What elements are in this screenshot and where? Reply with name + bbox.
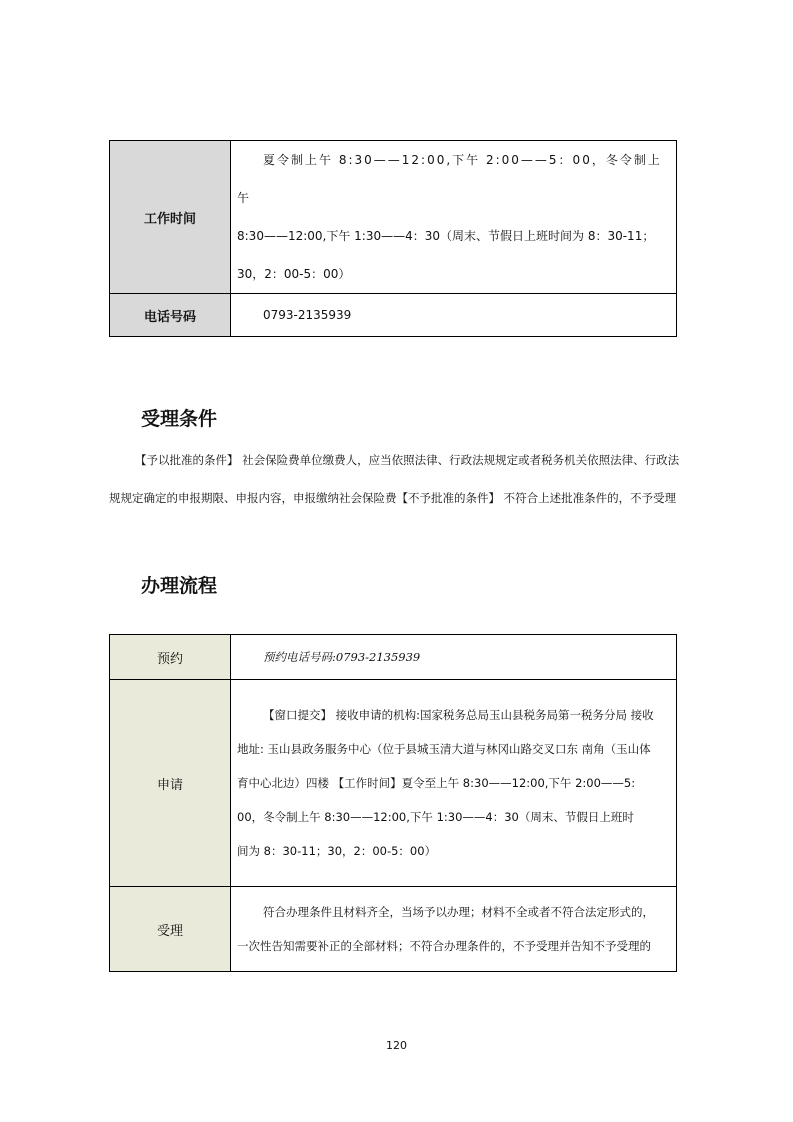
conditions-line-2: 规规定确定的申报期限、申报内容，申报缴纳社会保险费【不予批准的条件】 不符合上述批准条件的，不予受理 [109, 491, 677, 505]
page-number: 120 [386, 1039, 407, 1052]
appointment-label: 预约 [110, 635, 231, 680]
application-line-3: 育中心北边）四楼 【工作时间】夏令至上午 8:30——12:00,下午 2:00——5: [237, 776, 636, 790]
application-line-4: 00，冬令制上午 8:30——12:00,下午 1:30——4：30（周末、节假日上班时 [237, 810, 634, 824]
application-line-5: 间为 8：30-11；30，2：00-5：00） [237, 844, 437, 858]
phone-value [231, 294, 677, 337]
working-hours-label: 工作时间 [110, 141, 231, 294]
office-hours-table [109, 140, 677, 337]
hours-line-3: 30，2：00-5：00） [237, 267, 351, 281]
acceptance-line-2: 一次性告知需要补正的全部材料；不符合办理条件的，不予受理并告知不予受理的 [237, 939, 651, 953]
application-label: 申请 [110, 680, 231, 887]
acceptance-value [231, 887, 677, 972]
phone-label: 电话号码 [110, 294, 231, 337]
hours-line-1: 夏令制上午 8:30——12:00,下午 2:00——5：00，冬令制上午 [237, 153, 662, 205]
application-line-2: 地址: 玉山县政务服务中心（位于县城玉清大道与林冈山路交叉口东 南角（玉山体 [237, 742, 651, 756]
process-table [109, 634, 677, 972]
application-line-1: 【窗口提交】 接收申请的机构:国家税务总局玉山县税务局第一税务分局 接收 [263, 708, 654, 722]
appointment-value [231, 635, 677, 680]
phone-number: 0793-2135939 [263, 308, 352, 322]
working-hours-value [231, 141, 677, 294]
hours-line-2: 8:30——12:00,下午 1:30——4：30（周末、节假日上班时间为 8：30-11； [237, 229, 655, 243]
appointment-line: 预约电话号码:0793-2135939 [263, 650, 421, 664]
conditions-heading: 受理条件 [141, 408, 218, 430]
acceptance-label: 受理 [110, 887, 231, 972]
conditions-paragraph [109, 441, 699, 517]
acceptance-line-1: 符合办理条件且材料齐全，当场予以办理；材料不全或者不符合法定形式的， [263, 905, 654, 919]
conditions-line-1: 【予以批准的条件】 社会保险费单位缴费人，应当依照法律、行政法规规定或者税务机关依照法律、行政法 [135, 453, 680, 467]
application-value [231, 680, 677, 887]
process-heading: 办理流程 [141, 575, 218, 597]
